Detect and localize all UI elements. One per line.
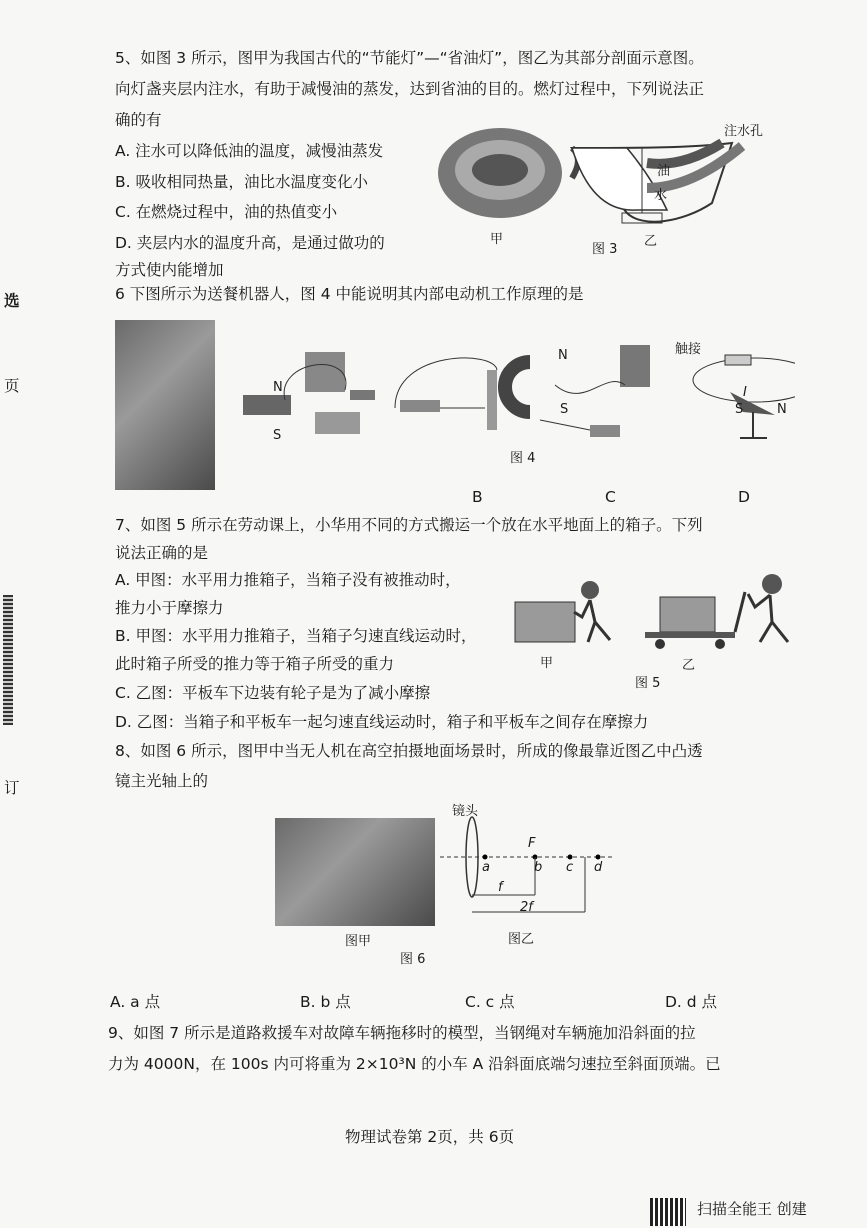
q7-stem-1: 7、如图 5 所示在劳动课上，小华用不同的方式搬运一个放在水平地面上的箱子。下列 — [115, 516, 703, 534]
page-footer: 物理试卷第 2页，共 6页 — [345, 1128, 515, 1146]
q7-stem-2: 说法正确的是 — [115, 544, 209, 562]
fig6-label-yi: 图乙 — [508, 932, 535, 947]
fig6-label-c: c — [566, 860, 574, 875]
fig6-label-f: f — [498, 880, 503, 895]
q7-option-c: C. 乙图：平板车下边装有轮子是为了减小摩擦 — [115, 684, 431, 702]
q8-option-b: B. b 点 — [300, 993, 351, 1011]
q8-option-d: D. d 点 — [665, 993, 718, 1011]
fig6-label-b: b — [534, 860, 543, 875]
figure-4-drawings — [235, 340, 795, 460]
fig4-letter-b: B — [472, 488, 483, 506]
fig4-label-s-d: S — [735, 402, 744, 417]
fig6-label-lens: 镜头 — [452, 804, 479, 819]
margin-mark-1: 选 — [4, 292, 20, 310]
fig6-label-d: d — [594, 860, 603, 875]
fig5-label-yi: 乙 — [682, 658, 696, 673]
q7-option-a: A. 甲图：水平用力推箱子，当箱子没有被推动时， — [115, 571, 461, 589]
fig3-label-jia: 甲 — [490, 232, 504, 247]
watermark-text: 扫描全能王 创建 — [697, 1200, 807, 1218]
q8-stem-2: 镜主光轴上的 — [115, 772, 209, 790]
margin-barcode-strip — [3, 595, 13, 725]
fig4-label-n-c: N — [558, 348, 568, 363]
fig6-caption: 图 6 — [400, 952, 426, 967]
fig4-label-touch: 触接 — [675, 342, 702, 357]
figure-5 — [510, 572, 800, 691]
q7-option-b: B. 甲图：水平用力推箱子，当箱子匀速直线运动时， — [115, 627, 477, 645]
q7-option-d: D. 乙图：当箱子和平板车一起匀速直线运动时，箱子和平板车之间存在摩擦力 — [115, 713, 649, 731]
margin-mark-2: 页 — [4, 377, 20, 395]
fig5-caption: 图 5 — [635, 676, 661, 691]
q8-option-a: A. a 点 — [110, 993, 161, 1011]
drone-photo — [275, 818, 435, 926]
q5-option-d-cont: 方式使内能增加 — [115, 261, 224, 279]
fig3-label-oil: 油 — [657, 164, 671, 179]
robot-photo — [115, 320, 215, 490]
fig6-label-2f: 2f — [520, 900, 533, 915]
q5-option-a: A. 注水可以降低油的温度，减慢油蒸发 — [115, 142, 384, 160]
q8-stem-1: 8、如图 6 所示，图甲中当无人机在高空拍摄地面场景时，所成的像最靠近图乙中凸透 — [115, 742, 703, 760]
fig4-letter-d: D — [738, 488, 750, 506]
fig4-label-current: I — [743, 385, 747, 400]
fig4-label-s-a: S — [273, 428, 282, 443]
fig5-label-jia: 甲 — [540, 656, 554, 671]
q5-stem-2: 向灯盏夹层内注水，有助于减慢油的蒸发，达到省油的目的。燃灯过程中，下列说法正 — [115, 80, 705, 98]
figure-5-drawings — [510, 572, 800, 662]
fig4-label-n-d: N — [777, 402, 787, 417]
q7-option-a-cont: 推力小于摩擦力 — [115, 599, 224, 617]
q9-stem-2: 力为 4000N，在 100s 内可将重为 2×10³N 的小车 A 沿斜面底端匀速拉至斜面顶端。已 — [108, 1055, 721, 1073]
figure-6-lens-diagram — [440, 800, 620, 950]
fig3-label-water: 水 — [654, 188, 668, 203]
q7-option-b-cont: 此时箱子所受的推力等于箱子所受的重力 — [115, 655, 395, 673]
fig6-label-a: a — [482, 860, 490, 875]
q9-stem-1: 9、如图 7 所示是道路救援车对故障车辆拖移时的模型，当钢绳对车辆施加沿斜面的拉 — [108, 1024, 696, 1042]
q5-stem-1: 5、如图 3 所示，图甲为我国古代的“节能灯”—“省油灯”，图乙为其部分剖面示意图。 — [115, 49, 704, 67]
figure-4 — [235, 340, 795, 460]
margin-mark-3: 订 — [4, 779, 20, 797]
q5-option-c: C. 在燃烧过程中，油的热值变小 — [115, 203, 338, 221]
fig6-label-F: F — [528, 836, 536, 851]
q5-option-b: B. 吸收相同热量，油比水温度变化小 — [115, 173, 368, 191]
fig3-label-hole: 注水孔 — [724, 124, 764, 139]
fig3-label-yi: 乙 — [644, 234, 658, 249]
q5-option-d: D. 夹层内水的温度升高，是通过做功的 — [115, 234, 385, 252]
qr-code-icon — [650, 1198, 686, 1226]
q5-stem-3: 确的有 — [115, 111, 162, 129]
oil-lamp-drawing — [432, 118, 777, 258]
fig4-label-s-c: S — [560, 402, 569, 417]
q8-option-c: C. c 点 — [465, 993, 515, 1011]
figure-3 — [432, 118, 777, 258]
q6-stem: 6 下图所示为送餐机器人，图 4 中能说明其内部电动机工作原理的是 — [115, 285, 584, 303]
fig6-label-jia: 图甲 — [345, 934, 372, 949]
fig4-caption: 图 4 — [510, 451, 536, 466]
fig4-label-n-a: N — [273, 380, 283, 395]
fig3-caption: 图 3 — [592, 242, 618, 257]
fig4-letter-c: C — [605, 488, 616, 506]
